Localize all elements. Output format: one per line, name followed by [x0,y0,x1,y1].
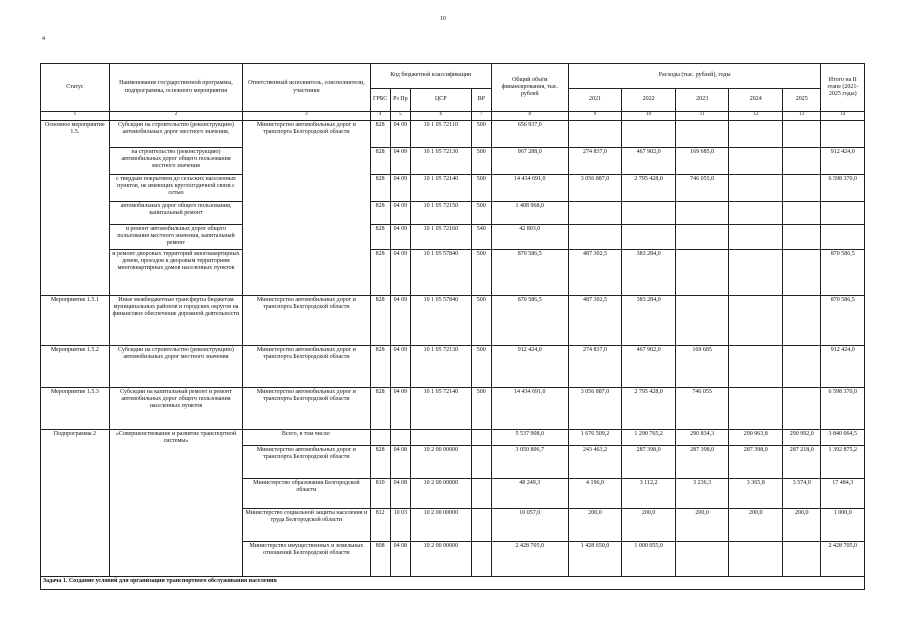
col-number: 8 [491,112,568,121]
header-vr: ВР [471,89,491,112]
header-stage-total: Итого на II этапе (2021-2025 годы) [821,64,865,112]
table-row [41,249,865,295]
cell-total: 42 803,0 [491,225,568,250]
cell-total: 2 428 705,0 [491,541,568,576]
cell-2024 [729,387,783,429]
header-rzpr: Рз Пр [390,89,410,112]
cell-vr: 540 [471,225,491,250]
subprogram-executor: Министерство имущественных и земельных отношений Белгородской области [243,541,370,576]
table-row [41,175,865,202]
cell-grbs: 828 [370,345,390,387]
cell-grbs: 828 [370,175,390,202]
col-number: 13 [783,112,821,121]
measure-name: Субсидии на строительство (реконструкцию) автомобильных дорог местного значения [109,345,242,387]
cell-2022: 383 284,0 [622,295,676,345]
cell-csr: 10 2 00 00000 [410,541,471,576]
subprogram-executor: Министерство образования Белгородской области [243,478,370,508]
cell-2022: 200,0 [622,508,676,541]
cell-2022: 467 902,0 [622,148,676,175]
cell-2021: 274 837,0 [568,345,622,387]
measure-status: Мероприятие 1.5.2 [41,345,110,387]
table-row [41,225,865,250]
cell-rzpr: 10 03 [390,508,410,541]
cell-vr: 500 [471,121,491,148]
cell-2022 [622,225,676,250]
cell-vr [471,445,491,478]
measure-name: Субсидии на капитальный ремонт и ремонт автомобильных дорог общего пользования населенных пунктов [109,387,242,429]
col-number: 6 [410,112,471,121]
cell-2023: 746 055,0 [675,175,729,202]
cell-2024 [729,225,783,250]
cell-2024 [729,175,783,202]
cell-2022 [622,202,676,225]
cell-2021 [568,121,622,148]
header-year-2021: 2021 [568,89,622,112]
cell-grbs: 828 [370,295,390,345]
col-number: 14 [821,112,865,121]
cell-2025 [783,249,821,295]
cell-2022: 2 795 428,0 [622,175,676,202]
cell-2024: 287 398,0 [729,445,783,478]
cell-2024 [729,202,783,225]
cell-2021: 487 302,5 [568,295,622,345]
header-total-volume: Общий объём финансирования, тыс. рублей [491,64,568,112]
cell-2024 [729,121,783,148]
cell-2021: 3 056 887,0 [568,387,622,429]
cell-rzpr: 04 09 [390,202,410,225]
cell-2025 [783,121,821,148]
cell-stage: 2 428 705,0 [821,541,865,576]
cell-2023: 746 055 [675,387,729,429]
cell-stage: 6 598 370,0 [821,175,865,202]
subprogram-status: Подпрограмма 2 [41,429,110,576]
cell-2025: 287 218,0 [783,445,821,478]
col-number: 5 [390,112,410,121]
header-year-2025: 2025 [783,89,821,112]
cell-stage: 912 424,0 [821,148,865,175]
cell-2021: 274 837,0 [568,148,622,175]
cell-csr: 10 1 05 57840 [410,249,471,295]
cell-2025 [783,345,821,387]
cell-vr [471,478,491,508]
cell-total: 14 434 691,0 [491,387,568,429]
table-row [41,148,865,175]
cell-total: 870 586,5 [491,295,568,345]
cell-2023 [675,295,729,345]
cell-2023 [675,202,729,225]
cell-2023: 200,0 [675,508,729,541]
cell-stage: 3 840 064,5 [821,429,865,445]
cell-rzpr: 04 09 [390,175,410,202]
cell-2023 [675,249,729,295]
cell-2025: 3 574,0 [783,478,821,508]
col-number: 3 [243,112,370,121]
cell-grbs: 810 [370,478,390,508]
column-numbers-row [41,112,865,121]
cell-rzpr: 04 09 [390,295,410,345]
col-number: 1 [41,112,110,121]
col-number: 11 [675,112,729,121]
cell-stage: 870 586,5 [821,249,865,295]
table-row [41,429,865,445]
cell-2023: 169 685,0 [675,148,729,175]
cell-rzpr: 04 08 [390,541,410,576]
cell-vr: 500 [471,148,491,175]
header-expenses: Расходы (тыс. рублей), годы [568,64,821,89]
table-row [41,295,865,345]
cell-2025 [783,387,821,429]
cell-2021: 1 676 509,2 [568,429,622,445]
cell-total: 656 937,0 [491,121,568,148]
cell-2025 [783,541,821,576]
main-measure-name-part: автомобильных дорог общего пользования, капитальный ремонт [109,202,242,225]
subprogram-executor: Министерство социальной защиты населения и труда Белгородской области [243,508,370,541]
cell-2023 [675,121,729,148]
header-year-2024: 2024 [729,89,783,112]
cell-2024: 290 963,8 [729,429,783,445]
table-row [41,387,865,429]
col-number: 12 [729,112,783,121]
cell-grbs: 828 [370,202,390,225]
cell-vr: 500 [471,202,491,225]
cell-2025 [783,148,821,175]
cell-rzpr: 04 08 [390,478,410,508]
cell-vr: 500 [471,387,491,429]
header-status: Статус [41,64,110,112]
cell-2022: 2 795 428,0 [622,387,676,429]
cell-grbs: 828 [370,249,390,295]
table-row [41,121,865,148]
cell-vr: 500 [471,249,491,295]
task-title: Задача 1. Создание условий для организации транспортного обслуживания населения [41,576,865,589]
cell-grbs: 828 [370,148,390,175]
cell-vr [471,541,491,576]
cell-2021: 487 302,5 [568,249,622,295]
cell-csr: 10 1 05 72150 [410,202,471,225]
main-measure-executor: Министерство автомобильных дорог и транспорта Белгородской области [243,121,370,296]
cell-stage: 1 000,0 [821,508,865,541]
cell-2025: 290 992,0 [783,429,821,445]
cell-stage: 17 484,3 [821,478,865,508]
table-row [41,345,865,387]
cell-csr: 10 1 05 72130 [410,148,471,175]
measure-executor: Министерство автомобильных дорог и транспорта Белгородской области [243,295,370,345]
subprogram-executor: Министерство автомобильных дорог и транспорта Белгородской области [243,445,370,478]
cell-2024: 3 365,8 [729,478,783,508]
cell-2021: 200,0 [568,508,622,541]
cell-2024: 200,0 [729,508,783,541]
cell-rzpr: 04 09 [390,249,410,295]
cell-grbs: 828 [370,387,390,429]
task-row [41,576,865,589]
cell-rzpr: 04 09 [390,121,410,148]
header-executor: Ответственный исполнитель, соисполнители, участники [243,64,370,112]
cell-stage [821,225,865,250]
measure-name: Иные межбюджетные трансферты бюджетам муниципальных районов и городских округов на финансовое обеспечение дорожной деятельности [109,295,242,345]
cell-csr: 10 2 00 00000 [410,508,471,541]
main-measure-name-part: и ремонт дворовых территорий многоквартирных домов, проездов к дворовым территориям многоквартирных домов населенных пунктов [109,249,242,295]
cell-csr: 10 1 05 72140 [410,175,471,202]
cell-2025 [783,175,821,202]
cell-2023 [675,225,729,250]
cell-2024 [729,541,783,576]
cell-2024 [729,295,783,345]
cell-2023 [675,541,729,576]
cell-2023: 169 685 [675,345,729,387]
cell-csr: 10 1 05 72130 [410,345,471,387]
cell-2022: 1 000 055,0 [622,541,676,576]
cell-2022: 1 290 765,2 [622,429,676,445]
cell-2022: 3 112,2 [622,478,676,508]
subprogram-total-label: Всего, в том числе: [243,429,370,445]
cell-grbs: 828 [370,121,390,148]
cell-stage: 870 586,5 [821,295,865,345]
col-number: 2 [109,112,242,121]
cell-vr: 500 [471,345,491,387]
cell-grbs [370,429,390,445]
cell-rzpr: 04 09 [390,225,410,250]
measure-status: Мероприятие 1.5.3 [41,387,110,429]
cell-total: 967 288,0 [491,148,568,175]
cell-grbs: 812 [370,508,390,541]
cell-2025 [783,225,821,250]
header-grbs: ГРБС [370,89,390,112]
cell-total: 870 586,5 [491,249,568,295]
cell-2021: 4 196,0 [568,478,622,508]
cell-rzpr: 04 09 [390,387,410,429]
cell-total: 14 434 691,0 [491,175,568,202]
cell-grbs: 828 [370,445,390,478]
cell-rzpr: 04 08 [390,445,410,478]
cell-stage: 912 424,0 [821,345,865,387]
budget-table [40,63,865,590]
cell-2022: 287 398,0 [622,445,676,478]
cell-total: 3 050 896,7 [491,445,568,478]
cell-2024 [729,345,783,387]
cell-total: 912 424,0 [491,345,568,387]
cell-2025: 200,0 [783,508,821,541]
cell-total: 48 249,3 [491,478,568,508]
cell-stage: 1 392 875,2 [821,445,865,478]
main-measure-status: Основное мероприятие 1.5. [41,121,110,296]
col-number: 7 [471,112,491,121]
main-measure-name-part: с твердым покрытием до сельских населенных пунктов, не имеющих круглогодичной связи с сетью [109,175,242,202]
cell-stage [821,121,865,148]
cell-grbs: 828 [370,225,390,250]
cell-2025 [783,295,821,345]
cell-2021: 3 056 887,0 [568,175,622,202]
cell-csr: 10 1 05 72110 [410,121,471,148]
cell-2021: 1 428 650,0 [568,541,622,576]
page-number: 10 [440,16,446,22]
cell-rzpr: 04 09 [390,148,410,175]
cell-vr: 500 [471,175,491,202]
cell-csr: 10 2 00 00000 [410,478,471,508]
cell-stage [821,202,865,225]
header-year-2022: 2022 [622,89,676,112]
cell-rzpr: 04 09 [390,345,410,387]
cell-total: 5 537 908,0 [491,429,568,445]
cell-2024 [729,148,783,175]
table-row [41,202,865,225]
cell-2021: 243 463,2 [568,445,622,478]
cell-2021 [568,225,622,250]
col-number: 4 [370,112,390,121]
cell-rzpr [390,429,410,445]
cell-vr [471,508,491,541]
cell-grbs: 808 [370,541,390,576]
main-measure-name-part: Субсидии на строительство (реконструкцию) автомобильных дорог местного значения, [109,121,242,148]
main-measure-name-part: на строительство (реконструкцию) автомобильных дорог общего пользования местного значения [109,148,242,175]
measure-executor: Министерство автомобильных дорог и транспорта Белгородской области [243,387,370,429]
cell-2022: 383 284,0 [622,249,676,295]
header-year-2023: 2023 [675,89,729,112]
cell-2022 [622,121,676,148]
measure-executor: Министерство автомобильных дорог и транспорта Белгородской области [243,345,370,387]
cell-2023: 287 398,0 [675,445,729,478]
cell-2023: 290 834,3 [675,429,729,445]
header-name: Наименование государственной программы, подпрограммы, основного мероприятия [109,64,242,112]
cell-vr: 500 [471,295,491,345]
margin-mark: 4 [42,36,45,42]
cell-2025 [783,202,821,225]
cell-csr [410,429,471,445]
col-number: 9 [568,112,622,121]
cell-stage: 6 598 370,0 [821,387,865,429]
cell-csr: 10 1 05 72140 [410,387,471,429]
cell-2021 [568,202,622,225]
cell-total: 10 057,0 [491,508,568,541]
cell-2024 [729,249,783,295]
col-number: 10 [622,112,676,121]
measure-status: Мероприятие 1.5.1 [41,295,110,345]
cell-2023: 3 236,3 [675,478,729,508]
cell-vr [471,429,491,445]
cell-csr: 10 1 05 57840 [410,295,471,345]
header-budget-code: Код бюджетной классификации [370,64,491,89]
cell-2022: 467 902,0 [622,345,676,387]
cell-csr: 10 1 05 72160 [410,225,471,250]
subprogram-name: «Совершенствование и развитие транспортной системы» [109,429,242,576]
cell-total: 1 408 968,0 [491,202,568,225]
cell-csr: 10 2 00 00000 [410,445,471,478]
header-csr: ЦСР [410,89,471,112]
main-measure-name-part: и ремонт автомобильных дорог общего пользования местного значения, капитальный ремонт [109,225,242,250]
